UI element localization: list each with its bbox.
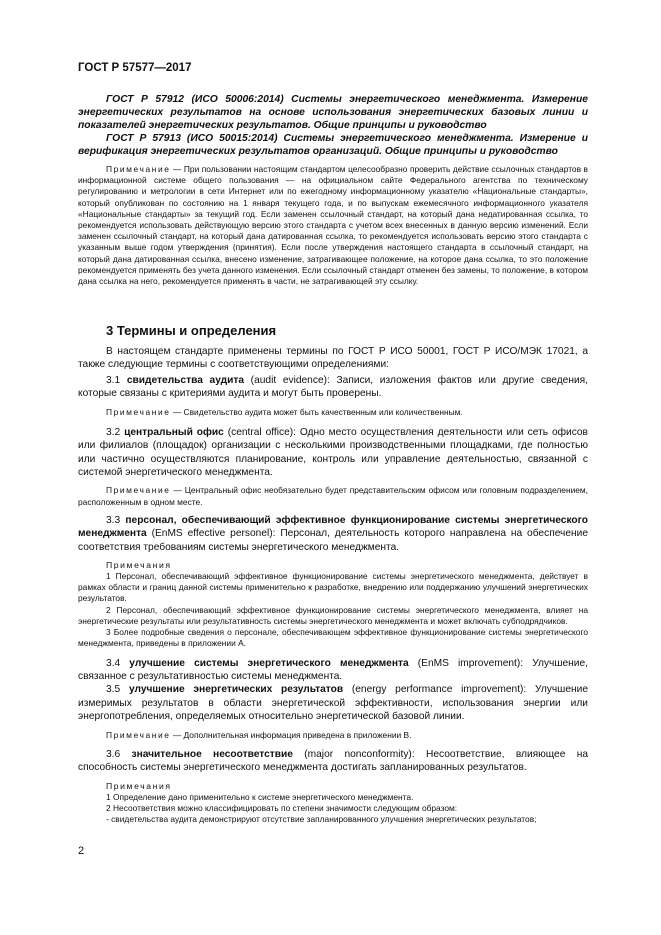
note-item: 3 Более подробные сведения о персонале, обеспечивающем эффективное функционирование системы энергетического менеджмента, приведены в приложении А. <box>78 627 588 649</box>
term-note: Примечание — Центральный офис необязательно будет представительским офисом или головным подразделением, расположенным в одном месте. <box>78 485 589 507</box>
term-3-4: 3.4 улучшение системы энергетического менеджмента (EnMS improvement): Улучшение, связанное с результативностью системы менеджмента. <box>78 657 588 682</box>
notes-label: Примечания <box>106 560 172 571</box>
note-item: 2 Несоответствия можно классифицировать по степени значимости следующим образом: <box>106 802 458 813</box>
term-3-6: 3.6 значительное несоответствие (major nonconformity): Несоответствие, влияющее на способность системы энергетического менеджмента достигать запланированных результатов. <box>78 748 588 774</box>
normative-references <box>78 93 588 158</box>
note-item: 1 Определение дано применительно к системе энергетического менеджмента. <box>106 791 414 802</box>
term-3-1: 3.1 свидетельства аудита (audit evidence): Записи, изложения фактов или другие сведения, которые связаны с критериями аудита и могут быть проверены. <box>78 374 588 400</box>
section-body <box>78 345 588 825</box>
section-intro: В настоящем стандарте применены термины по ГОСТ Р ИСО 50001, ГОСТ Р ИСО/МЭК 17021, а также следующие термины с соответствующими определениями: <box>78 346 588 371</box>
term-title: персонал, обеспечивающий эффективное функционирование системы энергетического менеджмента <box>78 514 588 540</box>
section-heading: 3 Термины и определения <box>106 323 277 338</box>
term-note: Примечание — Свидетельство аудита может быть качественным или количественным. <box>106 406 463 417</box>
note-text: — При пользовании настоящим стандартом целесообразно проверить действие ссылочных стандартов в информационной системе общего пользования — на официальном сайте Федерального агентства по техническому регулированию и метрологии в сети Интернет или по ежегодному информационному указателю «Национальные стандарты», который опубликован по состоянию на 1 января текущего года, и по выпускам ежемесячного информационного указателя «Национальные стандарты» за текущий год. Если заменен ссылочный стандарт, на который дана недатированная ссылка, то рекомендуется использовать действующую версию этого стандарта с учетом всех внесенных в данную версию изменений. Если заменен ссылочный стандарт, на который дана датированная ссылка, то рекомендуется использовать версию этого стандарта с указанным выше годом утверждения (принятия). Если после утверждения настоящего стандарта в ссылочный стандарт, на который дана датированная ссылка, внесено изменение, затрагивающее положение, на которое дана ссылка, то это положение рекомендуется применять без учета данного изменения. Если ссылочный стандарт отменен без замены, то положение, в котором дана ссылка на него, рекомендуется применять в части, не затрагивающей эту ссылку. <box>78 164 589 287</box>
term-title: улучшение энергетических результатов <box>128 684 344 696</box>
note-item: - свидетельства аудита демонстрируют отсутствие запланированного улучшения энергетических результатов; <box>106 813 537 824</box>
reference-item: ГОСТ Р 57912 (ИСО 50006:2014) Системы энергетического менеджмента. Измерение энергетических результатов на основе использования энергетических базовых линии и показателей энергетических результатов. Общие принципы и руководство <box>78 94 588 132</box>
notes-label: Примечания <box>106 780 172 791</box>
term-title: центральный офис <box>124 426 224 438</box>
reference-note <box>78 164 588 287</box>
term-3-5: 3.5 улучшение энергетических результатов (energy performance improvement): Улучшение измеримых результатов в области энергетической эффективности, использования энергии или энергопотребления, определяемых относительно энергетической базовой линии. <box>78 684 588 723</box>
note-item: 2 Персонал, обеспечивающий эффективное функционирование системы энергетического менеджмента, влияет на энергетические результаты или результативность системы энергетического менеджмента и может включать субподрядчиков. <box>78 604 588 626</box>
note-label: Примечание <box>106 164 171 174</box>
note-item: 1 Персонал, обеспечивающий эффективное функционирование системы энергетического менеджмента, действует в рамках области и границ данной системы применительно к разработке, внедрению или поддержанию улучшений энергетических результатов. <box>78 571 588 604</box>
document-header: ГОСТ Р 57577—2017 <box>78 62 192 74</box>
term-3-3: 3.3 персонал, обеспечивающий эффективное функционирование системы энергетического менеджмента (EnMS effective personel): Персонал, деятельность которого направлена на обеспечение соответствия требованиям системы энергетического менеджмента. <box>78 514 588 553</box>
term-3-2: 3.2 центральный офис (central office): Одно место осуществления деятельности или сеть офисов или филиалов (площадок) организации с несколькими производственными площадками, где полностью или частично осуществляются планирование, контроль или управление деятельностью, связанной с системой энергетического менеджмента. <box>78 426 588 479</box>
term-title: свидетельства аудита <box>126 374 245 386</box>
term-note: Примечание — Дополнительная информация приведена в приложении В. <box>106 729 412 740</box>
reference-item: ГОСТ Р 57913 (ИСО 50015:2014) Системы энергетического менеджмента. Измерение и верификация энергетических результатов организаций. Общие принципы и руководство <box>78 133 588 158</box>
term-title: улучшение системы энергетического менеджмента <box>129 657 409 669</box>
page-number: 2 <box>78 845 85 857</box>
term-title: значительное несоответствие <box>131 748 293 760</box>
